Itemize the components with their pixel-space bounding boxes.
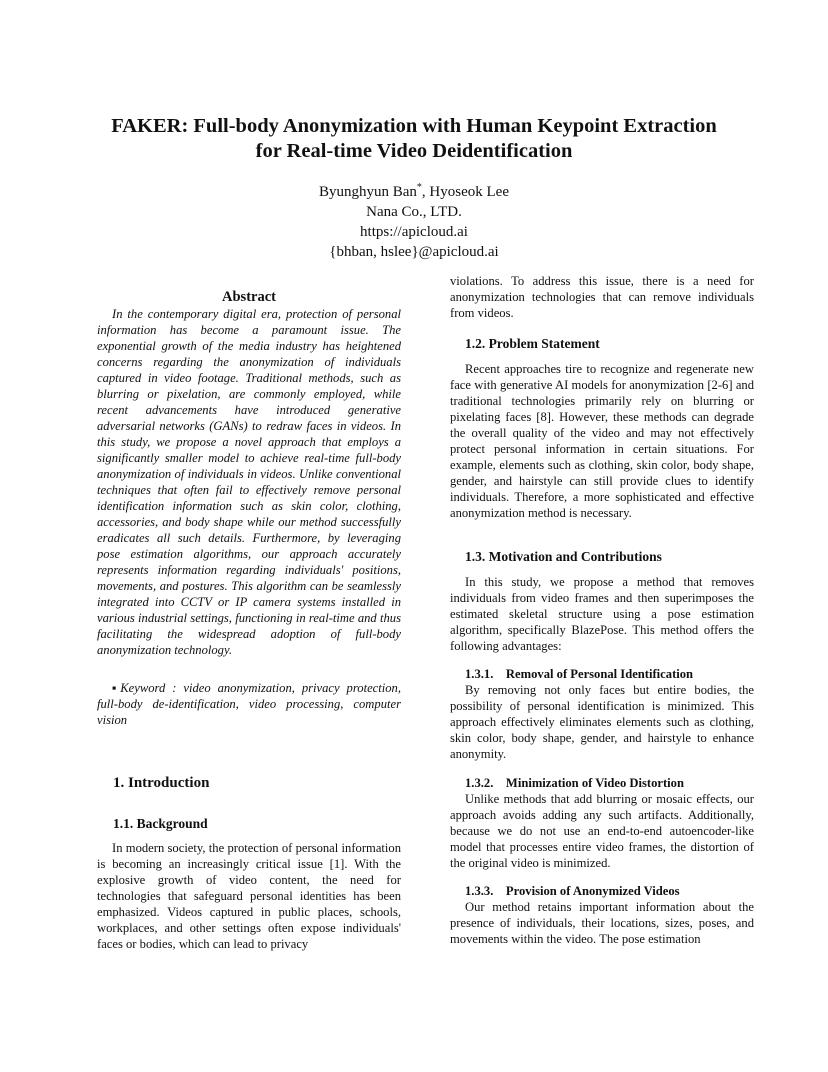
motivation-paragraph: In this study, we propose a method that removes individuals from video frames and then superimposes the estimated skeletal structure using a pose estimation algorithm, specifically BlazePose. This method offers the following advantages: [450,575,754,653]
anonymized-videos-paragraph: Our method retains important information about the presence of individuals, their locations, sizes, poses, and movements within the video. The pose estimation [450,900,754,946]
title-line-1: FAKER: Full-body Anonymization with Human Keypoint Extraction [111,115,717,137]
removal-paragraph: By removing not only faces but entire bodies, the possibility of personal identification is minimized. This approach effectively eliminates elements such as clothing, skin color, body shape, gender, and hairstyle to enhance anonymity. [450,683,754,761]
other-authors: , Hyoseok Lee [421,184,509,200]
abstract-text [97,306,401,658]
affiliation: Nana Co., LTD. [366,204,462,220]
removal-text [450,682,754,762]
paper-title [60,114,768,164]
subsection-heading-distortion: 1.3.2. Minimization of Video Distortion [465,776,684,790]
corresponding-mark: * [416,182,422,193]
subsection-heading-removal: 1.3.1. Removal of Personal Identification [465,667,694,681]
section-heading-background: 1.1. Background [113,816,208,831]
subsection-heading-anonymized-videos: 1.3.3. Provision of Anonymized Videos [465,884,680,898]
author-block [160,178,668,262]
background-text [97,840,401,952]
author-names [160,178,668,202]
background-continued-paragraph: violations. To address this issue, there is a need for anonymization technologies that can remove individuals from videos. [450,274,754,320]
anonymized-videos-text [450,899,754,947]
problem-paragraph: Recent approaches tire to recognize and regenerate new face with generative AI models for anonymization [2-6] and traditional technologies primarily rely on blurring or pixelating faces [8]. However, these methods can degrade the overall quality of the video and may not effectively protect personal information in certain situations. For example, elements such as clothing, skin color, body shape, gender, and hairstyle can still provide clues to identify individuals. Therefore, a more sophisticated and effective anonymization method is necessary. [450,362,754,520]
author-url: https://apicloud.ai [360,224,468,240]
distortion-text [450,791,754,871]
motivation-text [450,574,754,654]
section-heading-problem-statement: 1.2. Problem Statement [465,336,600,351]
keywords [97,680,401,728]
section-heading-introduction: 1. Introduction [113,775,210,791]
first-author: Byunghyun Ban [319,184,417,200]
distortion-paragraph: Unlike methods that add blurring or mosaic effects, our approach avoids adding any such artifacts. Additionally, because we do not use an end-to-end autoencoder-like model that processes entire video frames, the distortion of the original video is minimized. [450,792,754,870]
problem-text [450,361,754,521]
section-heading-motivation: 1.3. Motivation and Contributions [465,549,662,564]
abstract-paragraph: In the contemporary digital era, protection of personal information has become a paramount issue. The exponential growth of the media industry has heightened concerns regarding the anonymization of individuals captured in video footage. Traditional methods, such as blurring or pixelation, are commonly employed, while recent advancements have introduced generative adversarial networks (GANs) to redraw faces in videos. In this study, we propose a novel approach that employs a significantly smaller model to achieve real-time full-body anonymization of individuals in videos. Unlike conventional techniques that often fail to effectively remove personal identification information such as skin color, clothing, accessories, and body shape while our method successfully eradicates all such details. Furthermore, by leveraging pose estimation algorithms, our approach accurately represents information regarding individuals' positions, movements, and postures. This algorithm can be seamlessly integrated into CCTV or IP camera systems installed in various industrial settings, functioning in real-time and thus facilitating the widespread adoption of full-body anonymization technology. [97,307,401,657]
title-line-2: for Real-time Video Deidentification [255,140,573,162]
keywords-text: ▪Keyword : video anonymization, privacy protection, full-body de-identification, video processing, computer vision [97,681,401,727]
abstract-heading: Abstract [222,289,276,305]
background-paragraph: In modern society, the protection of personal information is becoming an increasingly critical issue [1]. With the explosive growth of video content, the need for technologies that safeguard personal identities has been emphasized. Videos captured in public places, schools, workplaces, and other settings often expose individuals' faces or bodies, which can lead to privacy [97,841,401,951]
background-continued [450,273,754,321]
author-emails: {bhban, hslee}@apicloud.ai [329,244,499,260]
